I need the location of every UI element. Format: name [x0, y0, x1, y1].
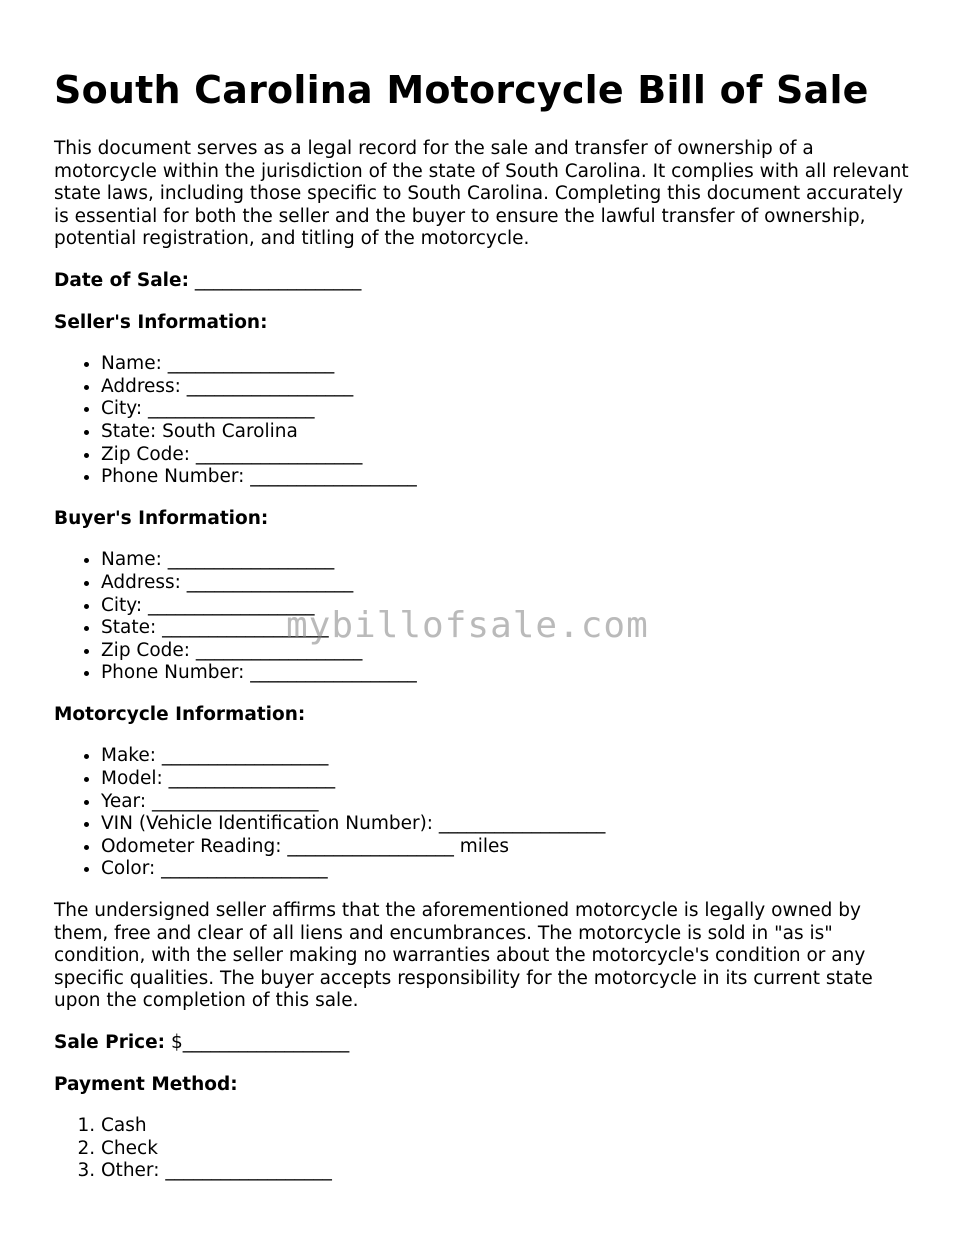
seller-state: • State: South Carolina [101, 421, 914, 444]
motorcycle-year: • Year: __________________ [101, 791, 914, 814]
date-of-sale-field [54, 270, 914, 293]
buyer-list [54, 549, 914, 685]
payment-cash: 1. Cash [101, 1115, 914, 1138]
seller-city: • City: __________________ [101, 398, 914, 421]
motorcycle-heading: Motorcycle Information: [54, 703, 306, 725]
seller-name: • Name: __________________ [101, 353, 914, 376]
seller-list [54, 353, 914, 489]
document-page [54, 64, 914, 1202]
sale-price-label: Sale Price: [54, 1032, 166, 1053]
seller-heading: Seller's Information: [54, 311, 268, 333]
buyer-phone: • Phone Number: __________________ [101, 662, 914, 685]
seller-phone: • Phone Number: __________________ [101, 466, 914, 489]
payment-heading: Payment Method: [54, 1073, 238, 1095]
motorcycle-vin: • VIN (Vehicle Identification Number): __________________ [101, 813, 914, 836]
sale-price-blank: $__________________ [170, 1032, 350, 1053]
payment-check: 2. Check [101, 1138, 914, 1161]
motorcycle-list [54, 745, 914, 881]
sale-price-field [54, 1032, 914, 1055]
buyer-name: • Name: __________________ [101, 549, 914, 572]
buyer-zip: • Zip Code: __________________ [101, 640, 914, 663]
buyer-state: • State: __________________ [101, 617, 914, 640]
motorcycle-odometer: • Odometer Reading: __________________ miles [101, 836, 914, 859]
payment-other: 3. Other: __________________ [101, 1160, 914, 1183]
date-of-sale-blank: __________________ [194, 269, 362, 291]
page-title: South Carolina Motorcycle Bill of Sale [54, 68, 869, 112]
seller-zip: • Zip Code: __________________ [101, 444, 914, 467]
motorcycle-make: • Make: __________________ [101, 745, 914, 768]
motorcycle-model: • Model: __________________ [101, 768, 914, 791]
payment-list [54, 1115, 914, 1183]
intro-paragraph: This document serves as a legal record for the sale and transfer of ownership of a motorcycle within the jurisdiction of the state of South Carolina. It complies with all relevant state laws, including those specific to South Carolina. Completing this document accurately is essential for both the seller and the buyer to ensure the lawful transfer of ownership, potential registration, and titling of the motorcycle. [54, 138, 909, 250]
date-of-sale-label: Date of Sale: [54, 269, 189, 291]
motorcycle-color: • Color: __________________ [101, 858, 914, 881]
watermark: mybillofsale.com [286, 605, 649, 646]
buyer-city: • City: __________________ [101, 595, 914, 618]
buyer-address: • Address: __________________ [101, 572, 914, 595]
buyer-heading: Buyer's Information: [54, 507, 269, 529]
seller-address: • Address: __________________ [101, 376, 914, 399]
affirmation-paragraph: The undersigned seller affirms that the aforementioned motorcycle is legally owned by them, free and clear of all liens and encumbrances. The motorcycle is sold in "as is" condition, with the seller making no warranties about the motorcycle's condition or any specific qualities. The buyer accepts responsibility for the motorcycle in its current state upon the completion of this sale. [54, 900, 873, 1012]
